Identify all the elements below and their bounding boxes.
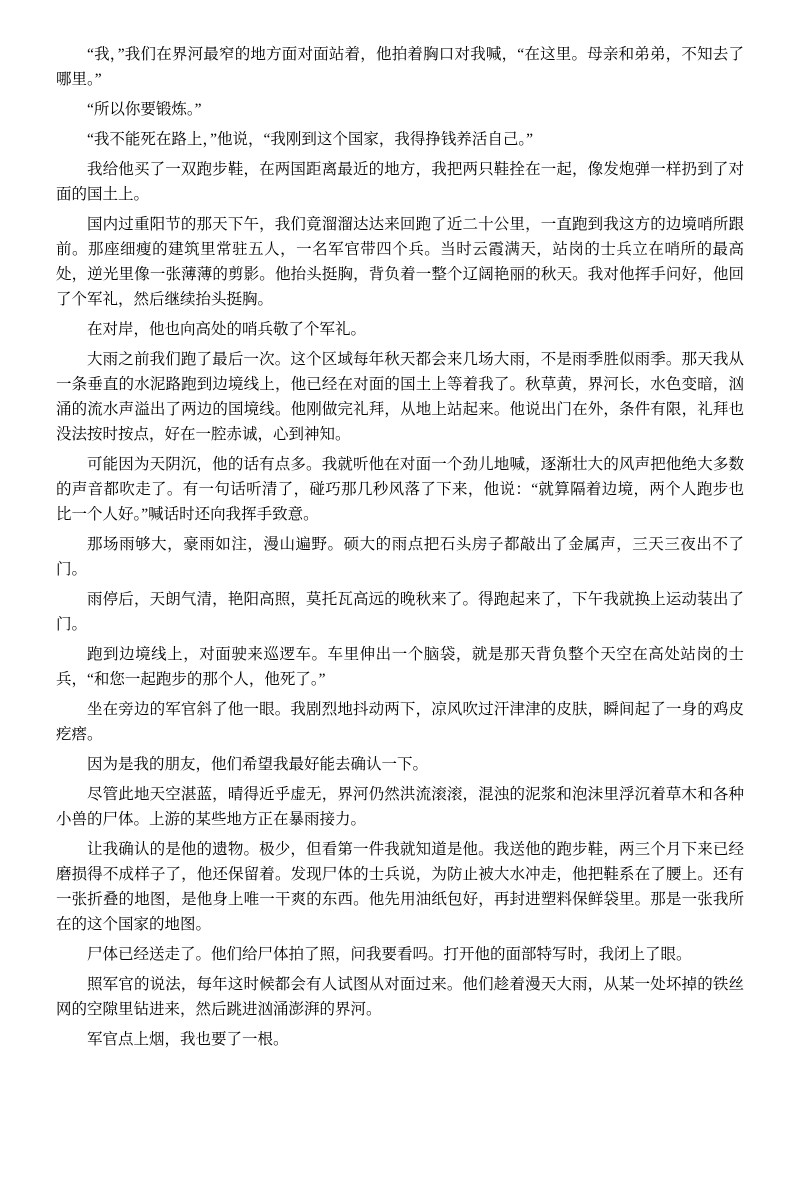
paragraph: 那场雨够大，豪雨如注，漫山遍野。硕大的雨点把石头房子都敲出了金属声，三天三夜出不了门。 [56,536,744,578]
paragraph: 可能因为天阴沉，他的话有点多。我就听他在对面一个劲儿地喊，逐渐壮大的风声把他绝大多数的声音都吹走了。有一句话听清了，碰巧那几秒风落了下来，他说：“就算隔着边境，两个人跑步也比一个人好。”喊话时还向我挥手致意。 [56,456,744,523]
paragraph: “我，”我们在界河最窄的地方面对面站着，他拍着胸口对我喊，“在这里。母亲和弟弟，不知去了哪里。” [56,46,744,88]
paragraph: 跑到边境线上，对面驶来巡逻车。车里伸出一个脑袋，就是那天背负整个天空在高处站岗的士兵，“和您一起跑步的那个人，他死了。” [56,646,744,688]
paragraph: 大雨之前我们跑了最后一次。这个区域每年秋天都会来几场大雨，不是雨季胜似雨季。那天我从一条垂直的水泥路跑到边境线上，他已经在对面的国土上等着我了。秋草黄，界河长，水色变暗，汹涌的流水声溢出了两边的国境线。他刚做完礼拜，从地上站起来。他说出门在外，条件有限，礼拜也没法按时按点，好在一腔赤诚，心到神知。 [56,351,744,443]
paragraph: 在对岸，他也向高处的哨兵敬了个军礼。 [87,321,367,338]
paragraph: “我不能死在路上，”他说，“我刚到这个国家，我得挣钱养活自己。” [87,131,534,148]
paragraph: 国内过重阳节的那天下午，我们竟溜溜达达来回跑了近二十公里，一直跑到我这方的边境哨所跟前。那座细瘦的建筑里常驻五人，一名军官带四个兵。当时云霞满天，站岗的士兵立在哨所的最高处，逆光里像一张薄薄的剪影。他抬头挺胸，背负着一整个辽阔艳丽的秋天。我对他挥手问好，他回了个军礼，然后继续抬头挺胸。 [56,216,744,308]
paragraph: 军官点上烟，我也要了一根。 [87,1031,289,1048]
paragraph: 尽管此地天空湛蓝，晴得近乎虚无，界河仍然洪流滚滚，混浊的泥浆和泡沫里浮沉着草木和各种小兽的尸体。上游的某些地方正在暴雨接力。 [56,786,744,828]
paragraph: 照军官的说法，每年这时候都会有人试图从对面过来。他们趁着漫天大雨，从某一处坏掉的铁丝网的空隙里钻进来，然后跳进汹涌澎湃的界河。 [56,976,744,1018]
paragraph: 尸体已经送走了。他们给尸体拍了照，问我要看吗。打开他的面部特写时，我闭上了眼。 [87,946,692,963]
paragraph: 雨停后，天朗气清，艳阳高照，莫托瓦高远的晚秋来了。得跑起来了，下午我就换上运动装出了门。 [56,591,744,633]
paragraph: 我给他买了一双跑步鞋，在两国距离最近的地方，我把两只鞋拴在一起，像发炮弹一样扔到了对面的国土上。 [56,161,744,203]
paragraph: 让我确认的是他的遗物。极少，但看第一件我就知道是他。我送他的跑步鞋，两三个月下来已经磨损得不成样子了，他还保留着。发现尸体的士兵说，为防止被大水冲走，他把鞋系在了腰上。还有一张折叠的地图，是他身上唯一干爽的东西。他先用油纸包好，再封进塑料保鲜袋里。那是一张我所在的这个国家的地图。 [56,841,744,933]
paragraph: “所以你要锻炼。” [87,101,202,118]
text-body [56,42,744,1052]
paragraph: 因为是我的朋友，他们希望我最好能去确认一下。 [87,756,429,773]
paragraph: 坐在旁边的军官斜了他一眼。我剧烈地抖动两下，凉风吹过汗津津的皮肤，瞬间起了一身的鸡皮疙瘩。 [56,701,744,743]
